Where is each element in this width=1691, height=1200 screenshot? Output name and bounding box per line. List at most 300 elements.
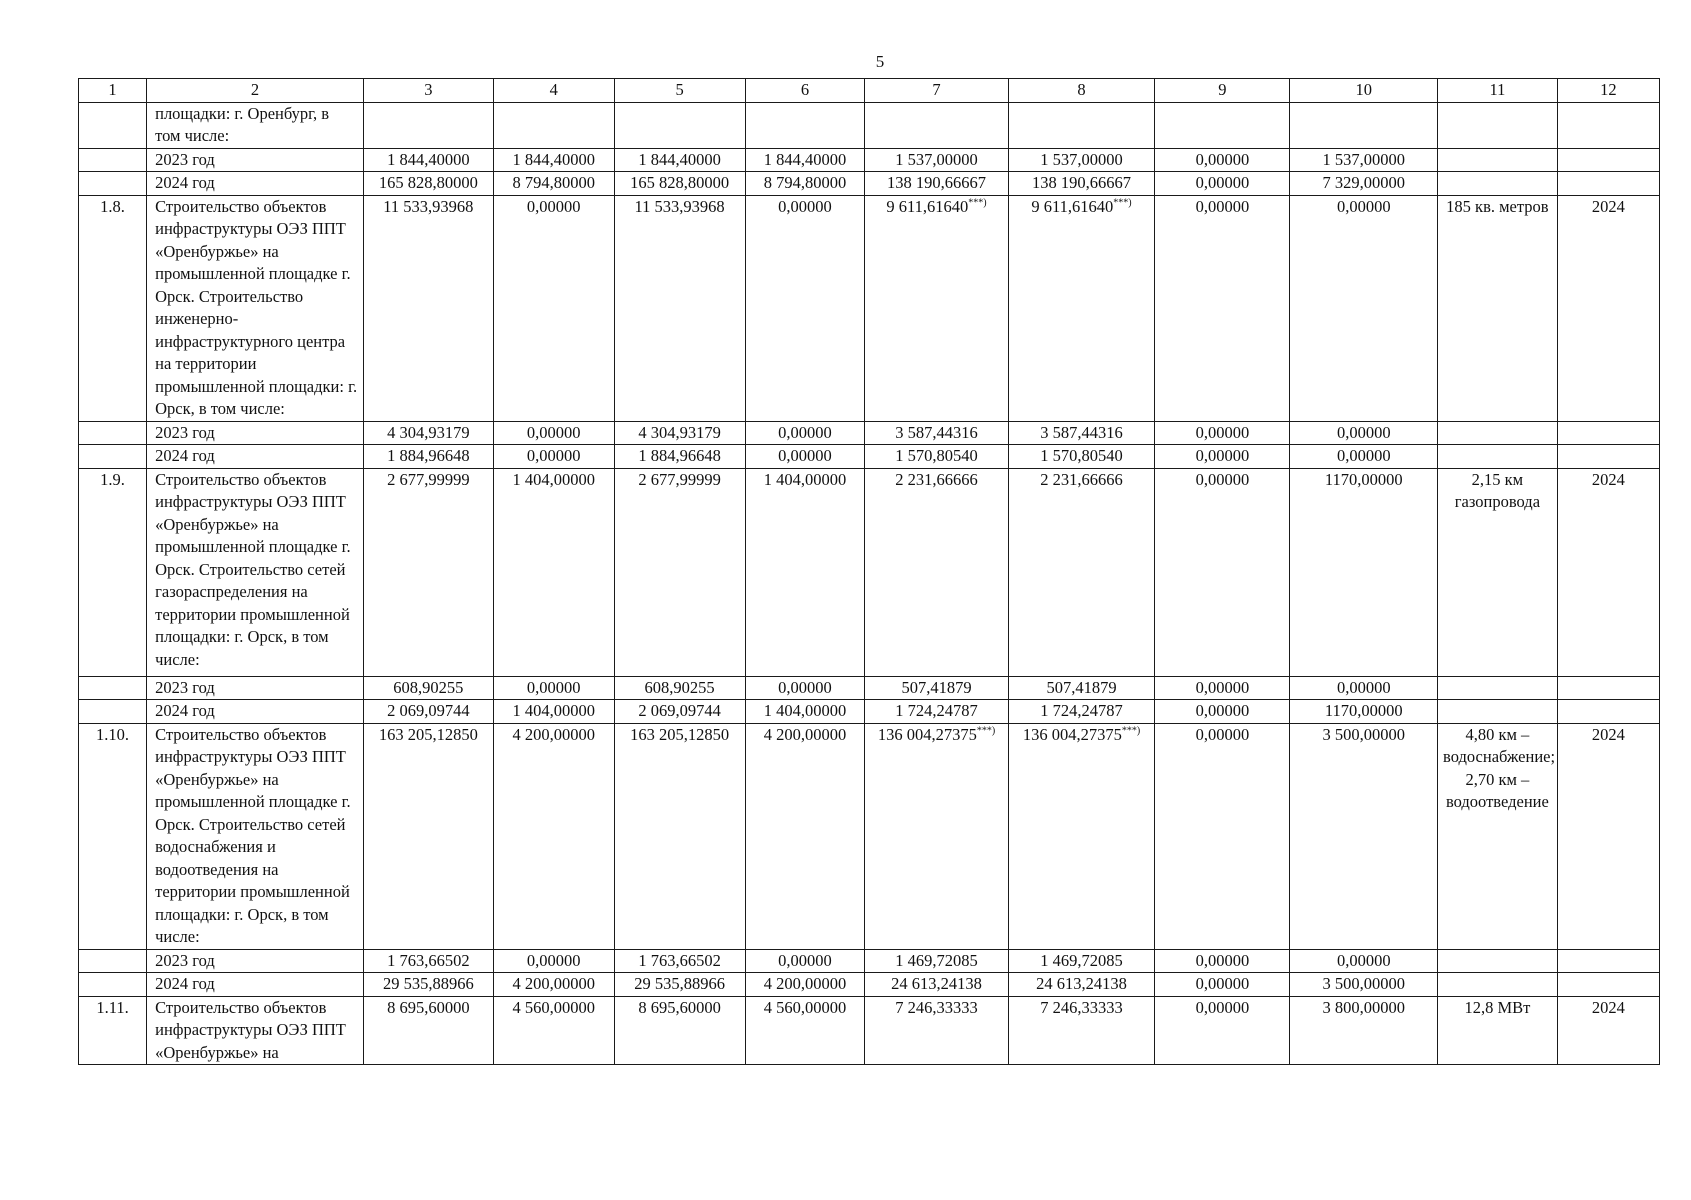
value-cell-text: 608,90255 xyxy=(644,677,715,697)
item-number-cell xyxy=(79,700,147,724)
value-cell xyxy=(865,102,1008,148)
column-header: 11 xyxy=(1438,79,1558,103)
value-cell-text: 7 329,00000 xyxy=(1322,173,1405,192)
year-cell xyxy=(1557,676,1659,700)
value-cell-text: 4 304,93179 xyxy=(638,422,721,442)
value-cell xyxy=(865,973,1008,997)
value-cell-text: 29 535,88966 xyxy=(382,974,474,993)
result-cell xyxy=(1438,700,1558,724)
value-cell-text: 0,00000 xyxy=(526,446,581,465)
value-cell xyxy=(745,195,865,421)
result-cell xyxy=(1438,676,1558,700)
value-cell-text: 4 560,00000 xyxy=(763,997,847,1017)
value-cell-text: 8 794,80000 xyxy=(763,173,847,192)
value-cell-text: 136 004,27375 xyxy=(877,724,977,744)
item-number-cell xyxy=(79,723,147,949)
value-cell xyxy=(614,996,745,1065)
value-cell xyxy=(363,195,493,421)
result-cell xyxy=(1438,195,1558,421)
value-cell-text: 138 190,66667 xyxy=(1032,173,1132,192)
table-row xyxy=(79,172,1660,196)
result-cell xyxy=(1438,102,1558,148)
table-row xyxy=(79,102,1660,148)
value-cell-text: 0,00000 xyxy=(526,677,581,697)
value-cell-text: 4 200,00000 xyxy=(763,724,847,744)
item-number-cell xyxy=(79,996,147,1065)
value-cell xyxy=(363,676,493,700)
value-cell-text: 2 231,66666 xyxy=(1040,469,1123,489)
value-cell-text: 0,00000 xyxy=(1336,196,1391,216)
value-cell-text: 1 570,80540 xyxy=(895,446,978,465)
value-cell xyxy=(363,949,493,973)
value-cell-text: 9 611,61640 xyxy=(1031,196,1114,216)
table-row-item xyxy=(79,996,1660,1065)
value-cell-text: 1 404,00000 xyxy=(763,701,847,720)
table-row-item xyxy=(79,723,1660,949)
value-cell xyxy=(1008,723,1155,949)
value-cell xyxy=(1008,421,1155,445)
value-cell xyxy=(1155,148,1290,172)
value-cell xyxy=(614,949,745,973)
value-cell-text: 507,41879 xyxy=(1046,677,1117,697)
value-cell xyxy=(614,421,745,445)
description-cell-text: 2024 год xyxy=(155,173,215,192)
item-number-cell-text: 1.9. xyxy=(100,469,125,489)
value-cell-text: 507,41879 xyxy=(901,677,972,697)
value-cell xyxy=(614,172,745,196)
value-cell-text: 8 695,60000 xyxy=(638,997,721,1017)
value-cell-text: 8 794,80000 xyxy=(512,173,595,192)
item-number-cell xyxy=(79,102,147,148)
description-cell-text: 2023 год xyxy=(155,950,215,970)
value-cell xyxy=(1155,102,1290,148)
value-cell xyxy=(614,700,745,724)
value-cell-text: 1170,00000 xyxy=(1324,469,1403,489)
value-cell xyxy=(1155,172,1290,196)
value-cell xyxy=(865,445,1008,469)
value-cell xyxy=(745,148,865,172)
value-cell-text: 1 844,40000 xyxy=(763,149,847,169)
value-cell-text: 1 844,40000 xyxy=(638,149,721,169)
value-cell xyxy=(363,148,493,172)
value-cell-text: 0,00000 xyxy=(526,950,581,970)
value-cell xyxy=(745,996,865,1065)
value-cell xyxy=(1008,148,1155,172)
value-cell xyxy=(1155,723,1290,949)
result-cell xyxy=(1438,996,1558,1065)
year-cell-text: 2024 xyxy=(1591,196,1625,216)
value-cell xyxy=(1290,723,1438,949)
value-cell xyxy=(493,996,614,1065)
value-cell-text: 11 533,93968 xyxy=(634,196,725,216)
value-cell-text: 0,00000 xyxy=(526,196,581,216)
value-cell xyxy=(1008,700,1155,724)
value-cell xyxy=(1008,468,1155,676)
item-number-cell xyxy=(79,148,147,172)
year-cell xyxy=(1557,949,1659,973)
value-cell-text: 1 537,00000 xyxy=(1040,149,1123,169)
table-row xyxy=(79,973,1660,997)
value-cell xyxy=(493,148,614,172)
table-body xyxy=(79,102,1660,1065)
value-cell-text: 0,00000 xyxy=(1195,446,1250,465)
value-cell xyxy=(363,723,493,949)
value-cell xyxy=(745,949,865,973)
value-cell xyxy=(745,421,865,445)
value-cell xyxy=(865,468,1008,676)
item-number-cell xyxy=(79,195,147,421)
result-cell-text: 185 кв. метров xyxy=(1446,196,1549,216)
value-cell-text: 2 231,66666 xyxy=(895,469,978,489)
item-number-cell xyxy=(79,172,147,196)
value-cell xyxy=(865,949,1008,973)
value-cell-text: 136 004,27375 xyxy=(1022,724,1122,744)
value-cell xyxy=(493,700,614,724)
description-cell xyxy=(147,148,364,172)
value-cell xyxy=(1290,195,1438,421)
result-cell xyxy=(1438,148,1558,172)
value-cell-text: 1 537,00000 xyxy=(895,149,978,169)
item-number-cell-text: 1.10. xyxy=(96,724,130,744)
value-cell xyxy=(1290,102,1438,148)
description-cell-text: Строительство объектов инфраструктуры ОЭЗ ППТ «Оренбуржье» на промышленной площадке г. Орск. Строительство сетей водоснабжения и водоотведения на территории промышленной площадки: г. Орск, в том числе: xyxy=(155,724,351,946)
value-cell-text: 3 500,00000 xyxy=(1322,974,1405,993)
value-cell-text: 0,00000 xyxy=(1195,422,1250,442)
value-cell xyxy=(1008,676,1155,700)
description-cell xyxy=(147,700,364,724)
value-cell xyxy=(1290,172,1438,196)
value-cell-text: 2 677,99999 xyxy=(638,469,721,489)
item-number-cell xyxy=(79,468,147,676)
value-cell-text: 165 828,80000 xyxy=(630,173,730,192)
value-cell xyxy=(614,468,745,676)
value-cell-text: 4 200,00000 xyxy=(763,974,847,993)
description-cell xyxy=(147,421,364,445)
value-cell xyxy=(865,700,1008,724)
page-number: 5 xyxy=(875,52,885,71)
description-cell xyxy=(147,102,364,148)
value-cell xyxy=(1155,949,1290,973)
description-cell-text: 2023 год xyxy=(155,677,215,697)
year-cell xyxy=(1557,172,1659,196)
footnote-mark: ***) xyxy=(1121,725,1141,736)
value-cell xyxy=(493,949,614,973)
value-cell xyxy=(363,700,493,724)
table-row xyxy=(79,700,1660,724)
description-cell-text: Строительство объектов инфраструктуры ОЭЗ ППТ «Оренбуржье» на промышленной площадке г. Орск. Строительство сетей газораспределения на территории промышленной площадки: г. Орск, в том числе: xyxy=(155,469,351,669)
value-cell-text: 1 763,66502 xyxy=(387,950,470,970)
value-cell xyxy=(1008,445,1155,469)
result-cell xyxy=(1438,468,1558,676)
value-cell xyxy=(493,421,614,445)
value-cell-text: 8 695,60000 xyxy=(387,997,470,1017)
column-header: 10 xyxy=(1290,79,1438,103)
value-cell xyxy=(493,445,614,469)
year-cell-text: 2024 xyxy=(1591,469,1625,489)
value-cell xyxy=(363,996,493,1065)
result-cell xyxy=(1438,445,1558,469)
description-cell xyxy=(147,195,364,421)
value-cell xyxy=(363,468,493,676)
result-cell xyxy=(1438,172,1558,196)
value-cell xyxy=(1155,421,1290,445)
value-cell xyxy=(1008,102,1155,148)
value-cell-text: 0,00000 xyxy=(1336,950,1391,970)
footnote-mark: ***) xyxy=(1113,197,1132,208)
value-cell-text: 11 533,93968 xyxy=(383,196,474,216)
value-cell-text: 0,00000 xyxy=(1195,149,1250,169)
value-cell xyxy=(865,148,1008,172)
value-cell-text: 4 560,00000 xyxy=(512,997,595,1017)
footnote-mark: ***) xyxy=(976,725,996,736)
value-cell xyxy=(865,723,1008,949)
value-cell xyxy=(614,148,745,172)
column-header: 2 xyxy=(147,79,364,103)
year-cell-text: 2024 xyxy=(1591,997,1625,1017)
value-cell-text: 1 763,66502 xyxy=(638,950,721,970)
year-cell xyxy=(1557,421,1659,445)
value-cell xyxy=(1008,973,1155,997)
value-cell-text: 1 404,00000 xyxy=(512,701,595,720)
value-cell-text: 0,00000 xyxy=(778,196,832,216)
description-cell-text: Строительство объектов инфраструктуры ОЭЗ ППТ «Оренбуржье» на xyxy=(155,997,346,1062)
value-cell xyxy=(865,172,1008,196)
column-header: 7 xyxy=(865,79,1008,103)
description-cell-text: 2023 год xyxy=(155,149,215,169)
value-cell-text: 2 069,09744 xyxy=(387,701,470,720)
value-cell xyxy=(1155,973,1290,997)
column-header: 12 xyxy=(1557,79,1659,103)
value-cell-text: 0,00000 xyxy=(1195,950,1250,970)
value-cell-text: 24 613,24138 xyxy=(891,974,982,993)
year-cell xyxy=(1557,723,1659,949)
value-cell xyxy=(865,421,1008,445)
value-cell-text: 29 535,88966 xyxy=(634,974,725,993)
value-cell-text: 3 587,44316 xyxy=(895,422,978,442)
value-cell-text: 0,00000 xyxy=(526,422,581,442)
value-cell xyxy=(363,445,493,469)
value-cell-text: 608,90255 xyxy=(393,677,464,697)
value-cell xyxy=(1290,949,1438,973)
value-cell xyxy=(614,723,745,949)
value-cell xyxy=(745,723,865,949)
year-cell xyxy=(1557,102,1659,148)
year-cell xyxy=(1557,996,1659,1065)
value-cell-text: 0,00000 xyxy=(1195,701,1250,720)
value-cell-text: 1 570,80540 xyxy=(1040,446,1123,465)
table-row xyxy=(79,676,1660,700)
result-cell xyxy=(1438,421,1558,445)
column-number-header-row xyxy=(79,79,1660,103)
value-cell-text: 0,00000 xyxy=(1195,997,1250,1017)
value-cell xyxy=(745,445,865,469)
value-cell xyxy=(1008,172,1155,196)
description-cell xyxy=(147,172,364,196)
value-cell-text: 3 587,44316 xyxy=(1040,422,1123,442)
value-cell-text: 0,00000 xyxy=(1195,469,1250,489)
table-row xyxy=(79,421,1660,445)
description-cell xyxy=(147,468,364,676)
value-cell-text: 0,00000 xyxy=(778,677,832,697)
value-cell xyxy=(493,468,614,676)
value-cell-text: 1 724,24787 xyxy=(1040,701,1123,720)
value-cell xyxy=(493,676,614,700)
year-cell xyxy=(1557,148,1659,172)
item-number-cell xyxy=(79,445,147,469)
value-cell-text: 1 469,72085 xyxy=(1040,950,1123,970)
value-cell xyxy=(1155,676,1290,700)
value-cell-text: 1 537,00000 xyxy=(1322,149,1405,169)
value-cell xyxy=(745,102,865,148)
description-cell-text: Строительство объектов инфраструктуры ОЭЗ ППТ «Оренбуржье» на промышленной площадке г. Орск. Строительство инженерно-инфраструктурного центра на территории промышленной площадки: г. Орск, в том числе: xyxy=(155,196,358,418)
value-cell-text: 3 500,00000 xyxy=(1322,724,1405,744)
value-cell xyxy=(865,996,1008,1065)
value-cell xyxy=(1155,195,1290,421)
value-cell xyxy=(1155,445,1290,469)
value-cell xyxy=(865,195,1008,421)
year-cell xyxy=(1557,973,1659,997)
value-cell xyxy=(363,421,493,445)
column-header: 4 xyxy=(493,79,614,103)
item-number-cell xyxy=(79,676,147,700)
value-cell-text: 0,00000 xyxy=(778,446,832,465)
description-cell xyxy=(147,949,364,973)
value-cell-text: 1 469,72085 xyxy=(895,950,978,970)
value-cell-text: 1 404,00000 xyxy=(512,469,595,489)
description-cell xyxy=(147,973,364,997)
description-cell xyxy=(147,445,364,469)
value-cell-text: 3 800,00000 xyxy=(1322,997,1405,1017)
column-header: 5 xyxy=(614,79,745,103)
value-cell-text: 4 304,93179 xyxy=(387,422,470,442)
value-cell-text: 4 200,00000 xyxy=(512,724,595,744)
description-cell-text: 2024 год xyxy=(155,974,215,993)
value-cell xyxy=(363,172,493,196)
value-cell xyxy=(614,195,745,421)
value-cell xyxy=(493,102,614,148)
column-header: 9 xyxy=(1155,79,1290,103)
column-header: 3 xyxy=(363,79,493,103)
value-cell-text: 2 677,99999 xyxy=(387,469,470,489)
value-cell xyxy=(493,172,614,196)
result-cell xyxy=(1438,949,1558,973)
value-cell-text: 0,00000 xyxy=(1336,677,1391,697)
value-cell xyxy=(614,676,745,700)
year-cell-text: 2024 xyxy=(1591,724,1625,744)
year-cell xyxy=(1557,700,1659,724)
item-number-cell xyxy=(79,949,147,973)
value-cell xyxy=(1008,996,1155,1065)
value-cell xyxy=(745,172,865,196)
result-cell-text: 12,8 МВт xyxy=(1464,997,1531,1017)
description-cell-text: 2024 год xyxy=(155,701,215,720)
value-cell-text: 4 200,00000 xyxy=(512,974,595,993)
column-header: 1 xyxy=(79,79,147,103)
description-cell-text: площадки: г. Оренбург, в том числе: xyxy=(155,103,330,145)
value-cell-text: 1 724,24787 xyxy=(895,701,978,720)
value-cell xyxy=(493,723,614,949)
value-cell-text: 0,00000 xyxy=(1195,974,1250,993)
value-cell xyxy=(745,700,865,724)
value-cell xyxy=(745,676,865,700)
item-number-cell-text: 1.11. xyxy=(96,997,129,1017)
value-cell xyxy=(363,102,493,148)
year-cell xyxy=(1557,195,1659,421)
description-cell xyxy=(147,996,364,1065)
value-cell xyxy=(1290,676,1438,700)
table-row-item xyxy=(79,195,1660,421)
value-cell-text: 0,00000 xyxy=(1195,173,1250,192)
value-cell xyxy=(1290,148,1438,172)
value-cell xyxy=(614,445,745,469)
value-cell xyxy=(493,195,614,421)
value-cell-text: 9 611,61640 xyxy=(886,196,969,216)
value-cell-text: 1 884,96648 xyxy=(638,446,721,465)
value-cell xyxy=(614,102,745,148)
value-cell xyxy=(1155,468,1290,676)
value-cell-text: 24 613,24138 xyxy=(1036,974,1127,993)
value-cell-text: 7 246,33333 xyxy=(1040,997,1123,1017)
table-row-item xyxy=(79,468,1660,676)
column-header: 8 xyxy=(1008,79,1155,103)
value-cell xyxy=(493,973,614,997)
value-cell-text: 163 205,12850 xyxy=(630,724,730,744)
value-cell-text: 2 069,09744 xyxy=(638,701,721,720)
budget-table xyxy=(78,78,1660,1065)
value-cell xyxy=(363,973,493,997)
value-cell xyxy=(1155,996,1290,1065)
year-cell xyxy=(1557,445,1659,469)
value-cell-text: 1 844,40000 xyxy=(387,149,470,169)
value-cell-text: 0,00000 xyxy=(1336,422,1391,442)
result-cell xyxy=(1438,973,1558,997)
result-cell xyxy=(1438,723,1558,949)
value-cell-text: 1 844,40000 xyxy=(512,149,595,169)
value-cell xyxy=(1290,445,1438,469)
value-cell-text: 165 828,80000 xyxy=(378,173,478,192)
value-cell-text: 0,00000 xyxy=(1195,724,1250,744)
value-cell-text: 0,00000 xyxy=(778,422,832,442)
value-cell xyxy=(1290,973,1438,997)
value-cell xyxy=(1155,700,1290,724)
value-cell-text: 163 205,12850 xyxy=(378,724,478,744)
item-number-cell xyxy=(79,973,147,997)
table-row xyxy=(79,148,1660,172)
description-cell-text: 2023 год xyxy=(155,422,215,442)
item-number-cell-text: 1.8. xyxy=(100,196,125,216)
value-cell xyxy=(614,973,745,997)
value-cell-text: 1170,00000 xyxy=(1324,701,1403,720)
value-cell-text: 1 884,96648 xyxy=(387,446,470,465)
value-cell xyxy=(1290,700,1438,724)
result-cell-text: 4,80 км – водоснабжение; 2,70 км – водоотведение xyxy=(1443,724,1556,811)
value-cell-text: 7 246,33333 xyxy=(895,997,978,1017)
value-cell-text: 138 190,66667 xyxy=(887,173,987,192)
value-cell xyxy=(865,676,1008,700)
value-cell-text: 0,00000 xyxy=(778,950,832,970)
value-cell xyxy=(1008,949,1155,973)
description-cell xyxy=(147,723,364,949)
value-cell xyxy=(1008,195,1155,421)
value-cell xyxy=(1290,996,1438,1065)
table-row xyxy=(79,445,1660,469)
value-cell xyxy=(1290,468,1438,676)
result-cell-text: 2,15 км газопровода xyxy=(1454,469,1541,511)
value-cell xyxy=(1290,421,1438,445)
value-cell xyxy=(745,973,865,997)
description-cell-text: 2024 год xyxy=(155,446,215,465)
table-row xyxy=(79,949,1660,973)
